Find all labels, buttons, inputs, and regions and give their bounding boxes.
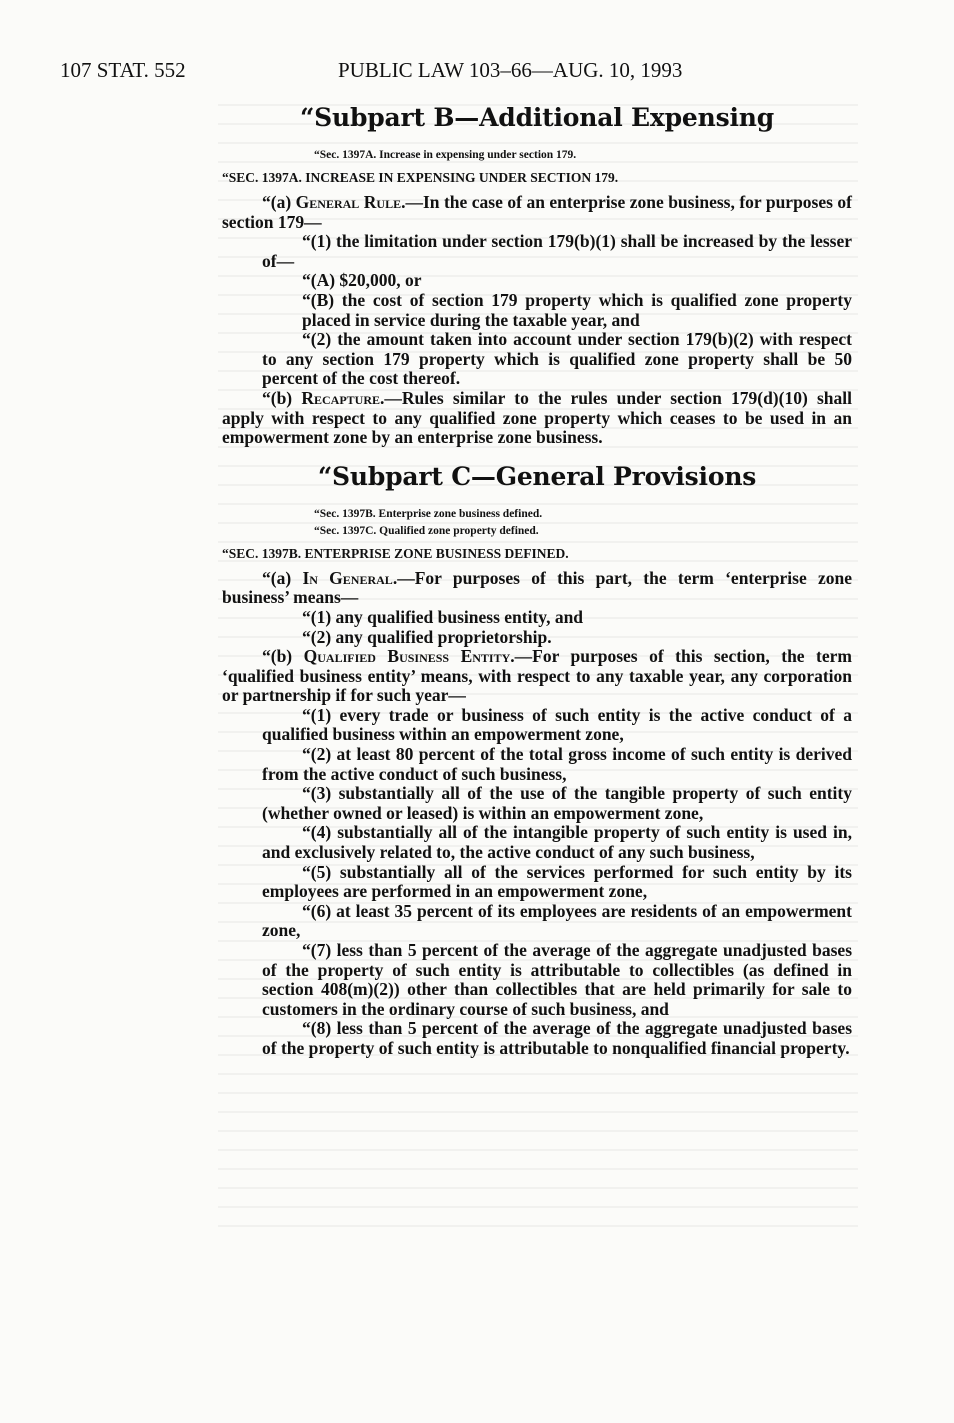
requirement-item: “(1) every trade or business of such entity is the active conduct of a qualified business within an empowerment zone,: [262, 704, 852, 745]
requirement-item: “(5) substantially all of the services performed for such entity by its employees are performed in an empowerment zone,: [262, 861, 852, 902]
toc-entry: “Sec. 1397C. Qualified zone property defined.: [314, 524, 539, 537]
subpart-b-title: “Subpart B—Additional Expensing: [299, 103, 775, 132]
subsection-text: .—For purposes of this part, the term ‘enterprise zone business’ means—: [222, 567, 853, 608]
toc-entry: “Sec. 1397B. Enterprise zone business defined.: [314, 507, 543, 520]
subsection-heading: Recapture: [301, 387, 380, 408]
subsection-b-qualified-business-entity: [222, 647, 852, 706]
page-body: [222, 103, 852, 1059]
subsection-a-general-rule: [222, 193, 852, 232]
subpart-c-title: “Subpart C—General Provisions: [317, 461, 757, 491]
paragraph-2: “(2) the amount taken into account under section 179(b)(2) with respect to any section 179 property which is qualified zone property shall be 50 percent of the cost thereof.: [262, 329, 852, 389]
requirement-item: “(3) substantially all of the use of the tangible property of such entity (whether owned or leased) is within an empowerment zone,: [262, 783, 852, 823]
section-1397a-heading: “SEC. 1397A. INCREASE IN EXPENSING UNDER SECTION 179.: [222, 170, 619, 185]
subsection-text: .—Rules similar to the rules under section 179(d)(10) shall apply with respect to any qualified zone property which ceases to be used in an empowerment zone by an enterprise zone business.: [222, 387, 853, 448]
paragraph-a2: “(2) any qualified proprietorship.: [302, 626, 552, 647]
subsection-a-in-general: [222, 569, 852, 608]
subsection-heading: Qualified Business Entity: [303, 646, 511, 667]
requirement-item: “(4) substantially all of the intangible property of such entity is used in, and exclusively related to, the active conduct of any such business,: [262, 822, 852, 863]
subparagraph-a: “(A) $20,000, or: [302, 270, 422, 291]
section-1397b-heading: “SEC. 1397B. ENTERPRISE ZONE BUSINESS DEFINED.: [222, 545, 569, 561]
subsection-heading: General Rule: [295, 192, 402, 212]
subsection-b-recapture: [222, 389, 852, 448]
paragraph-a1: “(1) any qualified business entity, and: [302, 606, 584, 627]
subsection-text: .—In the case of an enterprise zone business, for purposes of section 179—: [222, 192, 852, 232]
public-law-date: PUBLIC LAW 103–66—AUG. 10, 1993: [338, 58, 683, 82]
page-header: [60, 58, 860, 88]
subsection-label: “(b): [262, 646, 304, 667]
statute-page-number: 107 STAT. 552: [60, 58, 186, 82]
subsection-label: “(b): [262, 387, 302, 408]
requirement-item: “(7) less than 5 percent of the average of the aggregate unadjusted bases of the property of such entity is attributable to collectibles (as defined in section 408(m)(2)) other than collectibles that are held primarily for sale to customers in the ordinary course of such business, and: [262, 940, 852, 1019]
spacer: [222, 448, 852, 462]
subsection-label: “(a): [262, 192, 296, 212]
subsection-text: .—For purposes of this section, the term ‘qualified business entity’ means, with respect to any taxable year, any corporation or partnership if for such year—: [222, 646, 853, 706]
subsection-heading: In General: [302, 567, 393, 588]
toc-entry: “Sec. 1397A. Increase in expensing under section 179.: [314, 149, 577, 161]
subsection-label: “(a): [262, 567, 303, 588]
subparagraph-b: “(B) the cost of section 179 property which is qualified zone property placed in service during the taxable year, and: [302, 289, 852, 330]
paragraph-1: “(1) the limitation under section 179(b)(1) shall be increased by the lesser of—: [262, 231, 852, 271]
requirement-item: “(8) less than 5 percent of the average of the aggregate unadjusted bases of the property of such entity is attributable to nonqualified financial property.: [262, 1018, 852, 1058]
requirement-item: “(2) at least 80 percent of the total gross income of such entity is derived from the active conduct of such business,: [262, 744, 852, 784]
requirement-item: “(6) at least 35 percent of its employees are residents of an empowerment zone,: [262, 900, 852, 941]
